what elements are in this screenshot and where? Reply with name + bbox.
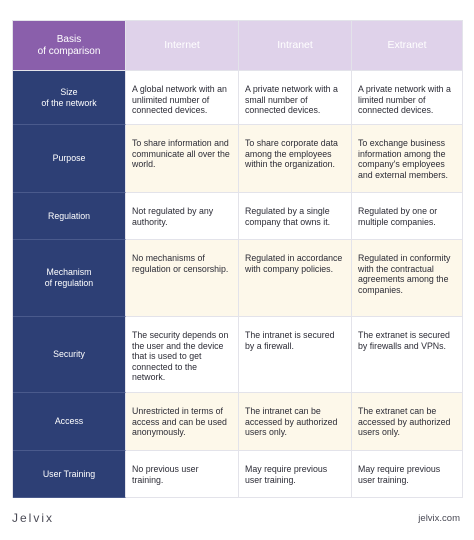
table-cell: To exchange business information among the company's employees and external members. <box>352 125 463 193</box>
table-cell: The extranet is secured by firewalls and VPNs. <box>352 317 463 393</box>
row-label-text: User Training <box>42 468 96 479</box>
table-cell: The intranet can be accessed by authorized users only. <box>239 393 352 451</box>
table-cell: The security depends on the user and the device that is used to get connected to the network. <box>126 317 239 393</box>
row-label-mechanism <box>13 240 126 317</box>
column-header-extranet: Extranet <box>352 21 463 71</box>
corner-line-1: Basis <box>56 33 82 45</box>
header-corner <box>13 21 126 71</box>
table-cell: May require previous user training. <box>352 451 463 498</box>
row-label-text: Purpose <box>52 153 86 163</box>
corner-line-2: of comparison <box>37 45 101 57</box>
row-label-text: Mechanism of regulation <box>44 267 94 288</box>
table-cell: Regulated by a single company that owns it. <box>239 193 352 240</box>
table-cell: Regulated by one or multiple companies. <box>352 193 463 240</box>
table-cell: The intranet is secured by a firewall. <box>239 317 352 393</box>
row-label-size <box>13 71 126 125</box>
table-cell: A private network with a limited number of connected devices. <box>352 71 463 125</box>
row-label-text: Security <box>53 349 85 359</box>
row-label-purpose <box>13 125 126 193</box>
table-cell: No previous user training. <box>126 451 239 498</box>
table-cell: A global network with an unlimited number of connected devices. <box>126 71 239 125</box>
table-cell: Regulated in accordance with company policies. <box>239 240 352 317</box>
table-cell: To share corporate data among the employees within the organization. <box>239 125 352 193</box>
row-label-text: Size of the network <box>41 86 97 108</box>
table-cell: Regulated in conformity with the contractual agreements among the companies. <box>352 240 463 317</box>
table-cell: The extranet can be accessed by authorized users only. <box>352 393 463 451</box>
row-label-text: Access <box>54 416 84 426</box>
row-label-text: Regulation <box>47 210 91 221</box>
table-cell: Unrestricted in terms of access and can be used anonymously. <box>126 393 239 451</box>
table-cell: No mechanisms of regulation or censorship. <box>126 240 239 317</box>
comparison-table <box>12 20 463 498</box>
table-cell: A private network with a small number of connected devices. <box>239 71 352 125</box>
table-cell: May require previous user training. <box>239 451 352 498</box>
brand-logo: Jelvix <box>12 511 55 525</box>
row-label-regulation <box>13 193 126 240</box>
row-label-user-training <box>13 451 126 498</box>
row-label-access <box>13 393 126 451</box>
table-cell: Not regulated by any authority. <box>126 193 239 240</box>
column-header-intranet: Intranet <box>239 21 352 71</box>
row-label-security <box>13 317 126 393</box>
table-cell: To share information and communicate all over the world. <box>126 125 239 193</box>
column-header-internet: Internet <box>126 21 239 71</box>
footer-url: jelvix.com <box>418 513 460 524</box>
